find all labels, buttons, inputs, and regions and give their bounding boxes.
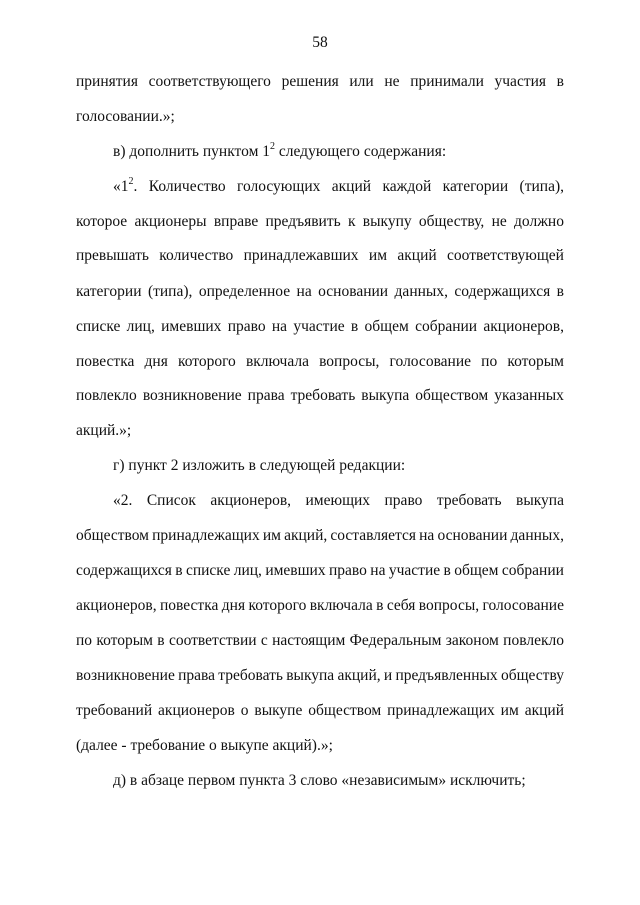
text-line: д) в абзаце первом пункта 3 слово «независимым» исключить; bbox=[113, 772, 526, 789]
text-line: обществом принадлежащих им акций, составляется на основании данных, bbox=[76, 527, 564, 544]
text-line: (далее - требование о выкупе акций).»; bbox=[76, 737, 333, 754]
text-line: категории (типа), определенное на основании данных, содержащихся в bbox=[76, 283, 564, 300]
text-line: «2. Список акционеров, имеющих право требовать выкупа bbox=[113, 492, 564, 509]
page-number: 58 bbox=[312, 34, 328, 51]
text-line: списке лиц, имевших право на участие в общем собрании акционеров, bbox=[76, 318, 564, 335]
text-line: по которым в соответствии с настоящим Федеральным законом повлекло bbox=[76, 632, 564, 649]
text-line: повлекло возникновение права требовать выкупа обществом указанных bbox=[76, 387, 564, 404]
text-line: содержащихся в списке лиц, имевших право на участие в общем собрании bbox=[76, 562, 564, 579]
text-line: требований акционеров о выкупе обществом принадлежащих им акций bbox=[76, 702, 564, 719]
text-line: в) дополнить пунктом $1^2$ следующего содержания: bbox=[113, 140, 447, 160]
superscript: 2 bbox=[128, 175, 134, 187]
text-line: повестка дня которого включала вопросы, голосование по которым bbox=[76, 353, 564, 370]
text-line: г) пункт 2 изложить в следующей редакции: bbox=[113, 457, 406, 474]
text-line: которое акционеры вправе предъявить к выкупу обществу, не должно bbox=[76, 213, 564, 230]
text-line: принятия соответствующего решения или не принимали участия в bbox=[76, 73, 564, 90]
text-line: акционеров, повестка дня которого включала в себя вопросы, голосование bbox=[76, 597, 564, 614]
text-line: акций.»; bbox=[76, 422, 132, 439]
superscript: 2 bbox=[270, 140, 276, 152]
text-line: «$1^2$. Количество голосующих акций каждой категории (типа), bbox=[113, 175, 564, 195]
text-line: возникновение права требовать выкупа акций, и предъявленных обществу bbox=[76, 667, 564, 684]
text-line: превышать количество принадлежавших им акций соответствующей bbox=[76, 247, 564, 264]
text-line: голосовании.»; bbox=[76, 108, 175, 125]
